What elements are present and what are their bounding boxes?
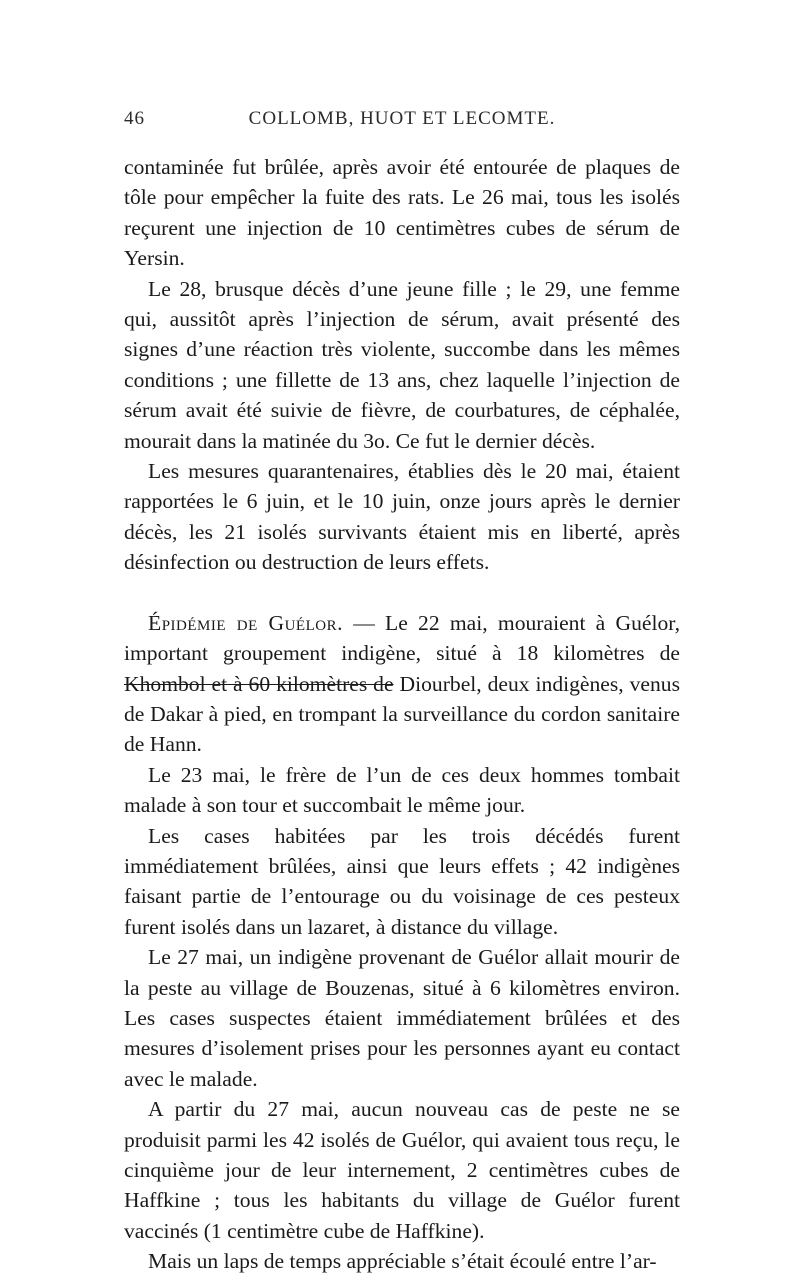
book-page xyxy=(124,108,680,1277)
struck-text: Khombol et à 60 kilomètres de xyxy=(124,671,394,696)
paragraph-1: contaminée fut brûlée, après avoir été entourée de plaques de tôle pour empêcher la fuite des rats. Le 26 mai, tous les isolés reçurent une injection de 10 centimètres cubes de sérum de Yersin. xyxy=(124,155,680,271)
paragraph-6: Les cases habitées par les trois décédés furent immédiatement brûlées, ainsi que leurs effets ; 42 indigènes faisant partie de l’entourage ou du voisinage de ces pesteux furent isolés dans un lazaret, à distance du village. xyxy=(124,823,680,939)
page-number: 46 xyxy=(124,108,145,129)
paragraph-4 xyxy=(124,608,680,760)
paragraph-5: Le 23 mai, le frère de l’un de ces deux hommes tombait malade à son tour et succombait le même jour. xyxy=(124,762,680,818)
paragraph-2: Le 28, brusque décès d’une jeune fille ; le 29, une femme qui, aussitôt après l’injection de sérum, avait présenté des signes d’une réaction très violente, succombe dans les mêmes conditions ; une fillette de 13 ans, chez laquelle l’injection de sérum avait été suivie de fièvre, de courbatures, de céphalée, mourait dans la matinée du 3o. Ce fut le dernier décès. xyxy=(124,276,680,453)
paragraph-9: Mais un laps de temps appréciable s’était écoulé entre l’ar- xyxy=(148,1249,657,1274)
running-title: COLLOMB, HUOT ET LECOMTE. xyxy=(248,108,556,129)
section-heading: Épidémie de Guélor. xyxy=(148,610,343,635)
paragraph-3: Les mesures quarantenaires, établies dès le 20 mai, étaient rapportées le 6 juin, et le 10 juin, onze jours après le dernier décès, les 21 isolés survivants étaient mis en liberté, après désinfection ou destruction de leurs effets. xyxy=(124,459,680,575)
body-text xyxy=(124,152,680,1277)
paragraph-8: A partir du 27 mai, aucun nouveau cas de peste ne se produisit parmi les 42 isolés de Guélor, qui avaient tous reçu, le cinquième jour de leur internement, 2 centimètres cubes de Haffkine ; tous les habitants du village de Guélor furent vaccinés (1 centimètre cube de Haffkine). xyxy=(124,1097,680,1243)
paragraph-7: Le 27 mai, un indigène provenant de Guélor allait mourir de la peste au village de Bouzenas, situé à 6 kilomètres environ. Les cases suspectes étaient immédiatement brûlées et des mesures d’isolement prises pour les personnes ayant eu contact avec le malade. xyxy=(124,945,680,1091)
running-head xyxy=(124,108,680,138)
paragraph-4-text-b: Diourbel, deux indigènes, venus de Dakar à pied, en trompant la surveillance du cordon sanitaire de Hann. xyxy=(124,671,680,757)
paragraph-4-text-a: — Le 22 mai, mouraient à Guélor, important groupement indigène, situé à 18 kilomètres de xyxy=(124,610,680,666)
